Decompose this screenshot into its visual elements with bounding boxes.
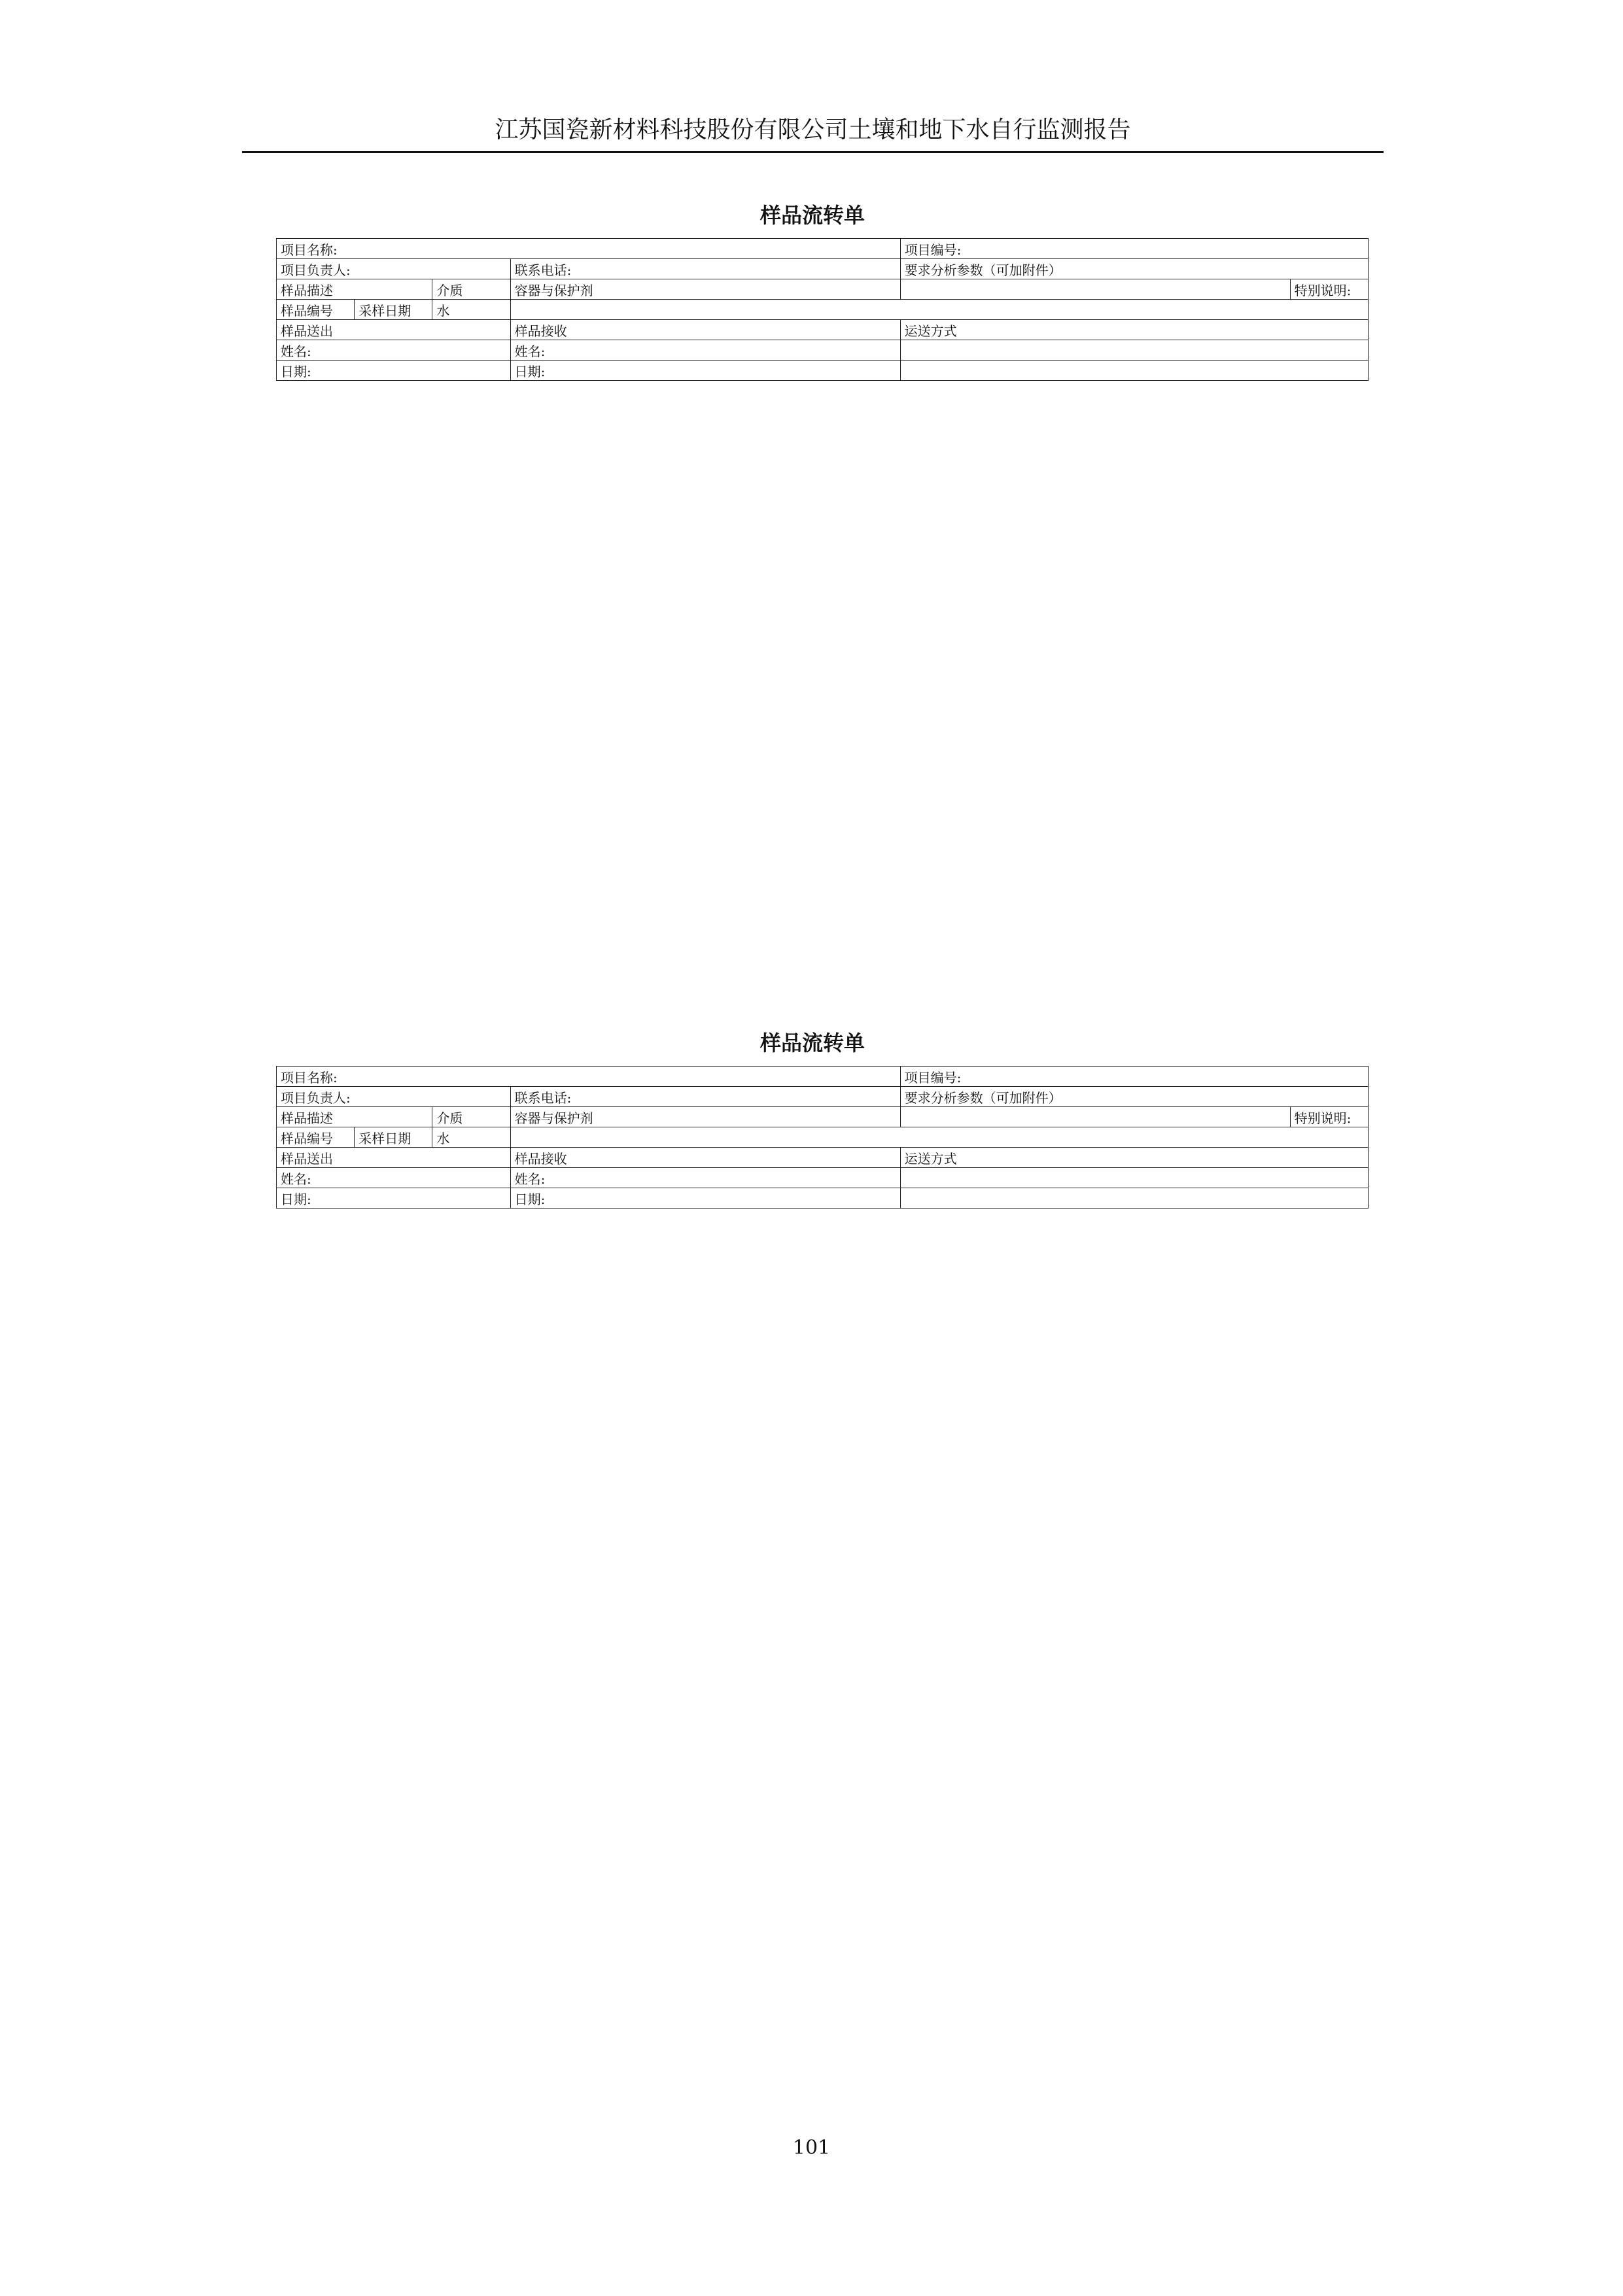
- phone-label: 联系电话:: [514, 262, 572, 278]
- sample-desc-label: 样品描述: [277, 279, 432, 300]
- recv-name-label: 姓名:: [510, 1168, 900, 1188]
- recv-label: 样品接收: [510, 1148, 900, 1168]
- transport-options-2: [900, 361, 1368, 381]
- form-title: 样品流转单: [759, 1031, 865, 1055]
- sample-no-label: 样品编号: [277, 1127, 355, 1148]
- date-label: 采样日期: [355, 1127, 432, 1148]
- transport-options-2: [900, 1188, 1368, 1209]
- sample-no-label: 样品编号: [277, 300, 355, 320]
- recv-name-label: 姓名:: [510, 340, 900, 361]
- medium-label: 介质: [432, 1107, 510, 1127]
- send-label: 样品送出: [277, 320, 511, 340]
- param-columns: [900, 1107, 1290, 1127]
- phone-label: 联系电话:: [514, 1089, 572, 1106]
- send-date-label: 日期:: [277, 1188, 511, 1209]
- water-label: 水: [432, 1127, 510, 1148]
- flow-table: [276, 238, 1369, 381]
- project-no-label: 项目编号:: [904, 241, 962, 258]
- owner-label: 项目负责人:: [281, 262, 351, 278]
- container-label: 容器与保护剂: [510, 1107, 900, 1127]
- page-number: 101: [792, 2136, 831, 2159]
- transport-label: 运送方式: [900, 320, 1368, 340]
- send-name-label: 姓名:: [277, 340, 511, 361]
- form-title: 样品流转单: [759, 203, 865, 228]
- send-label: 样品送出: [277, 1148, 511, 1168]
- notes-title: 特别说明:: [1290, 1107, 1368, 1127]
- recv-date-label: 日期:: [510, 1188, 900, 1209]
- container-label: 容器与保护剂: [510, 279, 900, 300]
- entry-grid: [510, 300, 1368, 320]
- report-header: 江苏国瓷新材料科技股份有限公司土壤和地下水自行监测报告: [242, 111, 1384, 153]
- transport-label: 运送方式: [900, 1148, 1368, 1168]
- medium-label: 介质: [432, 279, 510, 300]
- param-columns: [900, 279, 1290, 300]
- recv-label: 样品接收: [510, 320, 900, 340]
- sample-flow-form-1: [243, 190, 1382, 381]
- project-name-label: 项目名称:: [281, 1069, 338, 1086]
- sample-flow-form-2: [243, 1017, 1382, 1209]
- water-label: 水: [432, 300, 510, 320]
- recv-date-label: 日期:: [510, 361, 900, 381]
- params-label: 要求分析参数（可加附件）: [900, 259, 1368, 279]
- project-no-label: 项目编号:: [904, 1069, 962, 1086]
- date-label: 采样日期: [355, 300, 432, 320]
- sample-desc-label: 样品描述: [277, 1107, 432, 1127]
- transport-options: [900, 340, 1368, 361]
- send-name-label: 姓名:: [277, 1168, 511, 1188]
- notes-title: 特别说明:: [1290, 279, 1368, 300]
- project-name-label: 项目名称:: [281, 241, 338, 258]
- params-label: 要求分析参数（可加附件）: [900, 1087, 1368, 1107]
- entry-grid: [510, 1127, 1368, 1148]
- send-date-label: 日期:: [277, 361, 511, 381]
- flow-table: [276, 1066, 1369, 1209]
- owner-label: 项目负责人:: [281, 1089, 351, 1106]
- transport-options: [900, 1168, 1368, 1188]
